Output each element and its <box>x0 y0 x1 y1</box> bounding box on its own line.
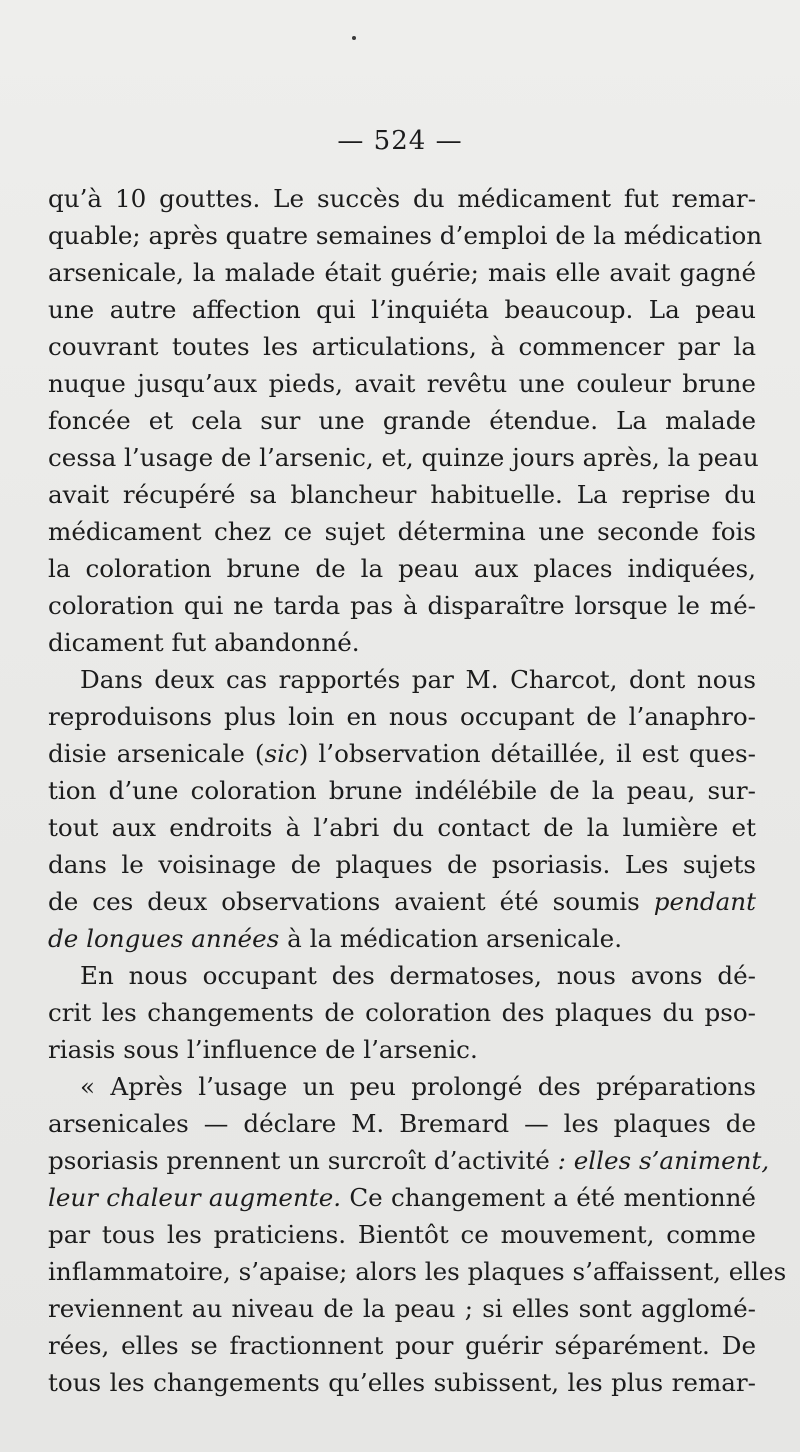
text-span: tous les changements qu’elles subissent, les plus remar- <box>48 1368 756 1397</box>
text-span: tion d’une coloration brune indélébile de la peau, sur- <box>48 776 756 805</box>
text-span: de ces deux observations avaient été soumis <box>48 887 654 916</box>
body-text <box>48 180 787 1401</box>
text-span: reproduisons plus loin en nous occupant de l’anaphro- <box>48 702 756 731</box>
text-span: qu’à 10 gouttes. Le succès du médicament fut remar- <box>48 184 756 213</box>
text-span: reviennent au niveau de la peau ; si elles sont agglomé- <box>48 1294 756 1323</box>
text-line <box>48 217 763 254</box>
text-span: médicament chez ce sujet détermina une seconde fois <box>48 517 756 546</box>
text-line <box>48 920 756 957</box>
text-span: couvrant toutes les articulations, à commencer par la <box>48 332 756 361</box>
text-line <box>48 1031 756 1068</box>
text-line <box>48 1142 770 1179</box>
text-line <box>48 957 756 994</box>
italic-text: leur chaleur augmente. <box>48 1183 342 1212</box>
ink-speck <box>352 36 356 40</box>
text-line <box>48 698 756 735</box>
text-line <box>48 846 756 883</box>
text-span: arsenicale, la malade était guérie; mais elle avait gagné <box>48 258 756 287</box>
text-line <box>48 772 756 809</box>
text-line <box>48 994 756 1031</box>
text-line <box>48 809 756 846</box>
text-line <box>48 254 756 291</box>
italic-text: : elles s’animent, <box>557 1146 770 1175</box>
text-line <box>48 1290 756 1327</box>
text-span: En nous occupant des dermatoses, nous avons dé- <box>80 961 756 990</box>
page-number: — 524 — <box>337 126 463 156</box>
text-span: riasis sous l’influence de l’arsenic. <box>48 1035 478 1064</box>
text-line <box>48 180 756 217</box>
text-line <box>48 1179 756 1216</box>
text-line <box>48 1253 787 1290</box>
italic-text: de longues années <box>48 924 280 953</box>
text-span: tout aux endroits à l’abri du contact de la lumière et <box>48 813 756 842</box>
text-span: disie arsenicale ( <box>48 739 265 768</box>
text-span: nuque jusqu’aux pieds, avait revêtu une couleur brune <box>48 369 756 398</box>
text-span: dicament fut abandonné. <box>48 628 360 657</box>
text-line <box>48 291 756 328</box>
text-line <box>48 1068 756 1105</box>
text-span: une autre affection qui l’inquiéta beaucoup. La peau <box>48 295 756 324</box>
text-line <box>48 883 756 920</box>
text-line <box>48 1364 756 1401</box>
text-line <box>48 735 756 772</box>
text-span: coloration qui ne tarda pas à disparaître lorsque le mé- <box>48 591 756 620</box>
text-line <box>48 365 756 402</box>
text-line <box>48 1216 756 1253</box>
text-line <box>48 624 756 661</box>
text-span: à la médication arsenicale. <box>279 924 623 953</box>
text-span: quable; après quatre semaines d’emploi de la médication <box>48 221 763 250</box>
text-span: « Après l’usage un peu prolongé des préparations <box>80 1072 756 1101</box>
text-span: arsenicales — déclare M. Bremard — les plaques de <box>48 1109 756 1138</box>
text-span: Dans deux cas rapportés par M. Charcot, dont nous <box>80 665 756 694</box>
text-span: par tous les praticiens. Bientôt ce mouvement, comme <box>48 1220 756 1249</box>
text-line <box>48 550 756 587</box>
italic-text: sic <box>264 739 299 768</box>
text-span: rées, elles se fractionnent pour guérir séparément. De <box>48 1331 756 1360</box>
text-span: inflammatoire, s’apaise; alors les plaques s’affaissent, elles <box>48 1257 787 1286</box>
text-line <box>48 439 759 476</box>
text-span: dans le voisinage de plaques de psoriasis. Les sujets <box>48 850 756 879</box>
text-line <box>48 328 756 365</box>
text-line <box>48 513 756 550</box>
text-line <box>48 402 756 439</box>
text-line <box>48 1327 756 1364</box>
text-span: crit les changements de coloration des plaques du pso- <box>48 998 756 1027</box>
text-line <box>48 1105 756 1142</box>
text-span: ) l’observation détaillée, il est ques- <box>298 739 756 768</box>
text-span: la coloration brune de la peau aux places indiquées, <box>48 554 756 583</box>
text-line <box>48 587 756 624</box>
text-line <box>48 661 756 698</box>
text-span: psoriasis prennent un surcroît d’activité <box>48 1146 558 1175</box>
italic-text: pendant <box>653 887 756 916</box>
text-span: Ce changement a été mentionné <box>341 1183 756 1212</box>
text-span: avait récupéré sa blancheur habituelle. La reprise du <box>48 480 756 509</box>
text-span: foncée et cela sur une grande étendue. La malade <box>48 406 756 435</box>
text-line <box>48 476 756 513</box>
text-span: cessa l’usage de l’arsenic, et, quinze jours après, la peau <box>48 443 759 472</box>
